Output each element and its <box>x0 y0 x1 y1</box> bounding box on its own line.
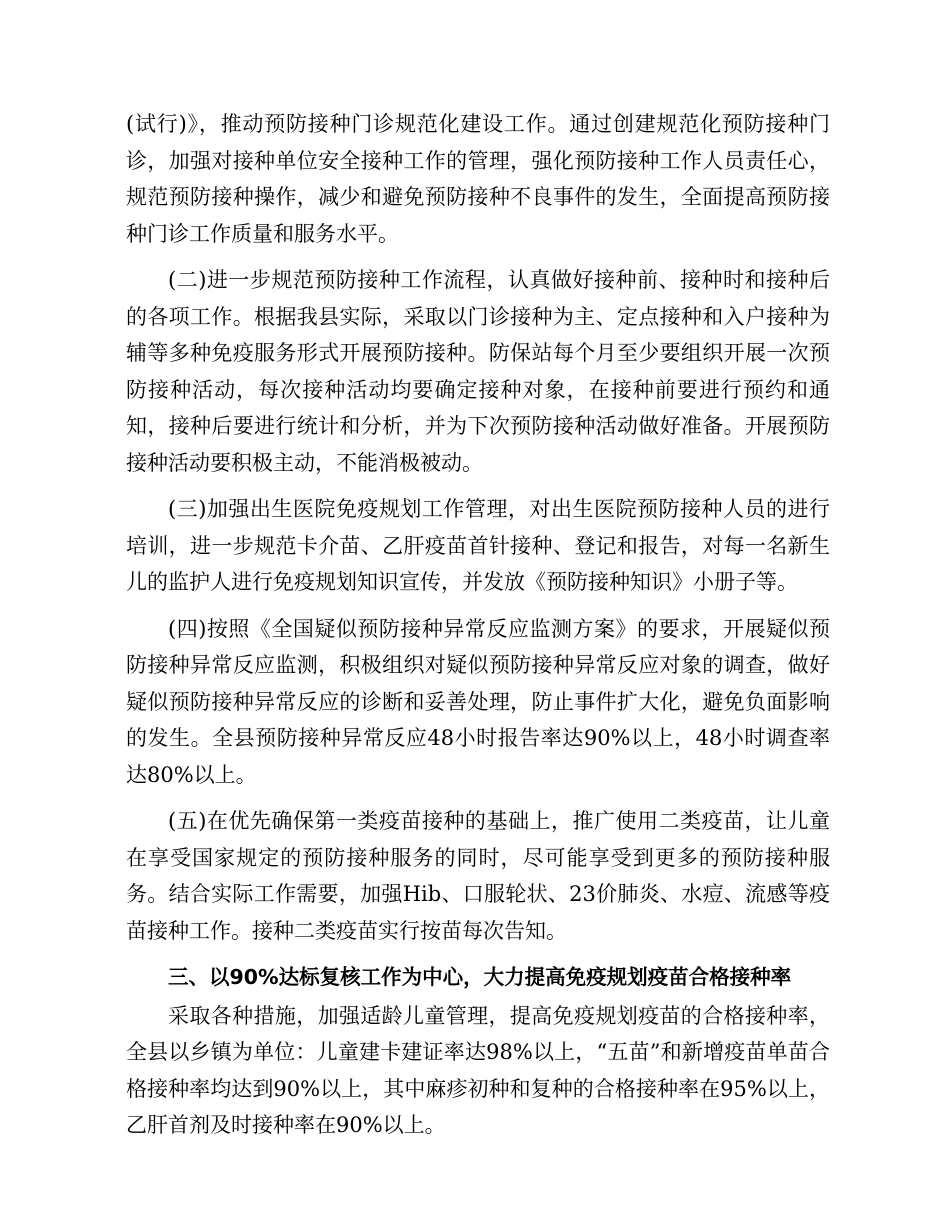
paragraph-item-3-birth-hospital: (三)加强出生医院免疫规划工作管理，对出生医院预防接种人员的进行培训，进一步规范卡介苗、乙肝疫苗首针接种、登记和报告，对每一名新生儿的监护人进行免疫规划知识宣传，并发放《预防接种知识》小册子等。 <box>126 497 830 594</box>
paragraph-item-4-adverse-reaction: (四)按照《全国疑似预防接种异常反应监测方案》的要求，开展疑似预防接种异常反应监测，积极组织对疑似预防接种异常反应对象的调查，做好疑似预防接种异常反应的诊断和妥善处理，防止事件扩大化，避免负面影响的发生。全县预防接种异常反应48小时报告率达90%以上，48小时调查率达80%以上。 <box>126 616 830 787</box>
section-heading-3: 三、以90%达标复核工作为中心，大力提高免疫规划疫苗合格接种率 <box>168 965 792 989</box>
paragraph-item-5-second-class-vaccine: (五)在优先确保第一类疫苗接种的基础上，推广使用二类疫苗，让儿童在享受国家规定的预防接种服务的同时，尽可能享受到更多的预防接种服务。结合实际工作需要，加强Hib、口服轮状、23价肺炎、水痘、流感等疫苗接种工作。接种二类疫苗实行按苗每次告知。 <box>126 809 830 943</box>
paragraph-section-3-body: 采取各种措施，加强适龄儿童管理，提高免疫规划疫苗的合格接种率，全县以乡镇为单位：儿童建卡建证率达98%以上，“五苗”和新增疫苗单苗合格接种率均达到90%以上，其中麻疹初种和复种的合格接种率在95%以上，乙肝首剂及时接种率在90%以上。 <box>126 1003 830 1137</box>
paragraph-item-2-workflow: (二)进一步规范预防接种工作流程，认真做好接种前、接种时和接种后的各项工作。根据我县实际，采取以门诊接种为主、定点接种和入户接种为辅等多种免疫服务形式开展预防接种。防保站每个月至少要组织开展一次预防接种活动，每次接种活动均要确定接种对象，在接种前要进行预约和通知，接种后要进行统计和分析，并为下次预防接种活动做好准备。开展预防接种活动要积极主动，不能消极被动。 <box>126 268 830 475</box>
document-page <box>126 106 830 1154</box>
paragraph-continued-trial: (试行)》，推动预防接种门诊规范化建设工作。通过创建规范化预防接种门诊，加强对接种单位安全接种工作的管理，强化预防接种工作人员责任心，规范预防接种操作，减少和避免预防接种不良事件的发生，全面提高预防接种门诊工作质量和服务水平。 <box>126 112 830 246</box>
